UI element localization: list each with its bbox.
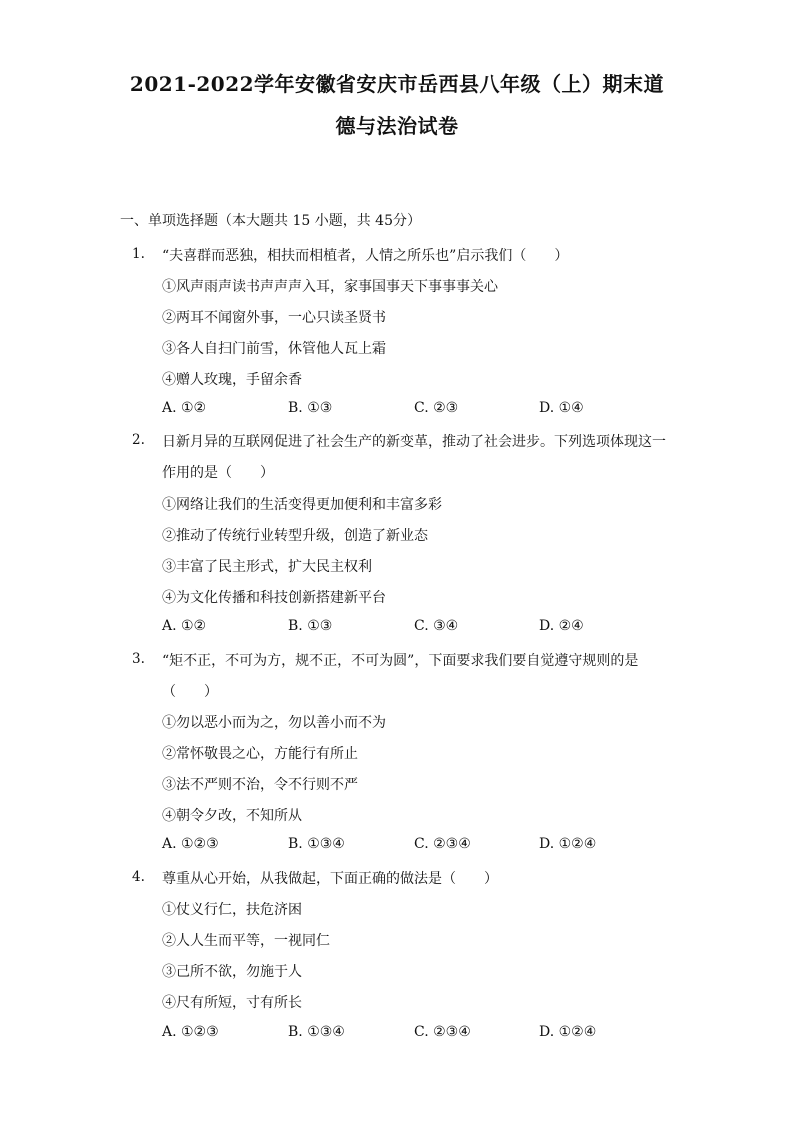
answer-option-b: B. ①③④ — [288, 1024, 345, 1040]
answer-option-a: A. ①② — [162, 618, 207, 634]
exam-title-line-1: 2021-2022学年安徽省安庆市岳西县八年级（上）期末道 — [129, 72, 665, 96]
answer-option-c: C. ②③④ — [414, 1024, 471, 1040]
answer-option-d: D. ②④ — [539, 618, 584, 634]
question-statement: ③法不严则不治，令不行则不严 — [162, 777, 358, 793]
question-text: “矩不正，不可为方，规不正，不可为圆”，下面要求我们要自觉遵守规则的是 — [162, 653, 639, 669]
question-statement: ③各人自扫门前雪，休管他人瓦上霜 — [162, 341, 386, 357]
question-number: 1. — [132, 246, 145, 262]
question-statement: ①风声雨声读书声声声入耳，家事国事天下事事事关心 — [162, 279, 498, 295]
question-statement: ②两耳不闻窗外事，一心只读圣贤书 — [162, 310, 386, 326]
question-text-continued: （ ） — [162, 684, 218, 700]
question-statement: ①仗义行仁，扶危济困 — [162, 902, 302, 918]
answer-option-b: B. ①③ — [288, 400, 333, 416]
question-number: 4. — [132, 869, 145, 885]
answer-option-d: D. ①④ — [539, 400, 584, 416]
answer-option-c: C. ③④ — [414, 618, 459, 634]
answer-option-a: A. ①② — [162, 400, 207, 416]
question-number: 2. — [132, 432, 145, 448]
answer-option-b: B. ①③ — [288, 618, 333, 634]
question-statement: ④为文化传播和科技创新搭建新平台 — [162, 590, 386, 606]
question-statement: ②常怀敬畏之心，方能行有所止 — [162, 746, 358, 762]
answer-option-d: D. ①②④ — [539, 1024, 597, 1040]
question-statement: ③己所不欲，勿施于人 — [162, 964, 302, 980]
answer-option-b: B. ①③④ — [288, 836, 345, 852]
question-statement: ②推动了传统行业转型升级，创造了新业态 — [162, 528, 428, 544]
section-heading: 一、单项选择题（本大题共 15 小题，共 45分） — [120, 213, 421, 229]
answer-option-d: D. ①②④ — [539, 836, 597, 852]
answer-option-a: A. ①②③ — [162, 836, 219, 852]
question-statement: ②人人生而平等，一视同仁 — [162, 933, 330, 949]
question-text: 日新月异的互联网促进了社会生产的新变革，推动了社会进步。下列选项体现这一 — [162, 434, 666, 450]
question-statement: ③丰富了民主形式，扩大民主权利 — [162, 559, 372, 575]
answer-option-c: C. ②③ — [414, 400, 459, 416]
question-text-continued: 作用的是（ ） — [162, 465, 274, 481]
question-text: 尊重从心开始，从我做起，下面正确的做法是（ ） — [162, 871, 498, 887]
question-statement: ④赠人玫瑰，手留余香 — [162, 372, 302, 388]
answer-option-a: A. ①②③ — [162, 1024, 219, 1040]
question-statement: ④尺有所短，寸有所长 — [162, 995, 302, 1011]
exam-title-line-2: 德与法治试卷 — [335, 114, 459, 138]
answer-option-c: C. ②③④ — [414, 836, 471, 852]
question-text: “夫喜群而恶独，相扶而相植者，人情之所乐也”启示我们（ ） — [162, 248, 569, 264]
question-statement: ①勿以恶小而为之，勿以善小而不为 — [162, 715, 386, 731]
question-statement: ①网络让我们的生活变得更加便利和丰富多彩 — [162, 497, 442, 513]
question-statement: ④朝令夕改，不知所从 — [162, 808, 302, 824]
question-number: 3. — [132, 651, 145, 667]
